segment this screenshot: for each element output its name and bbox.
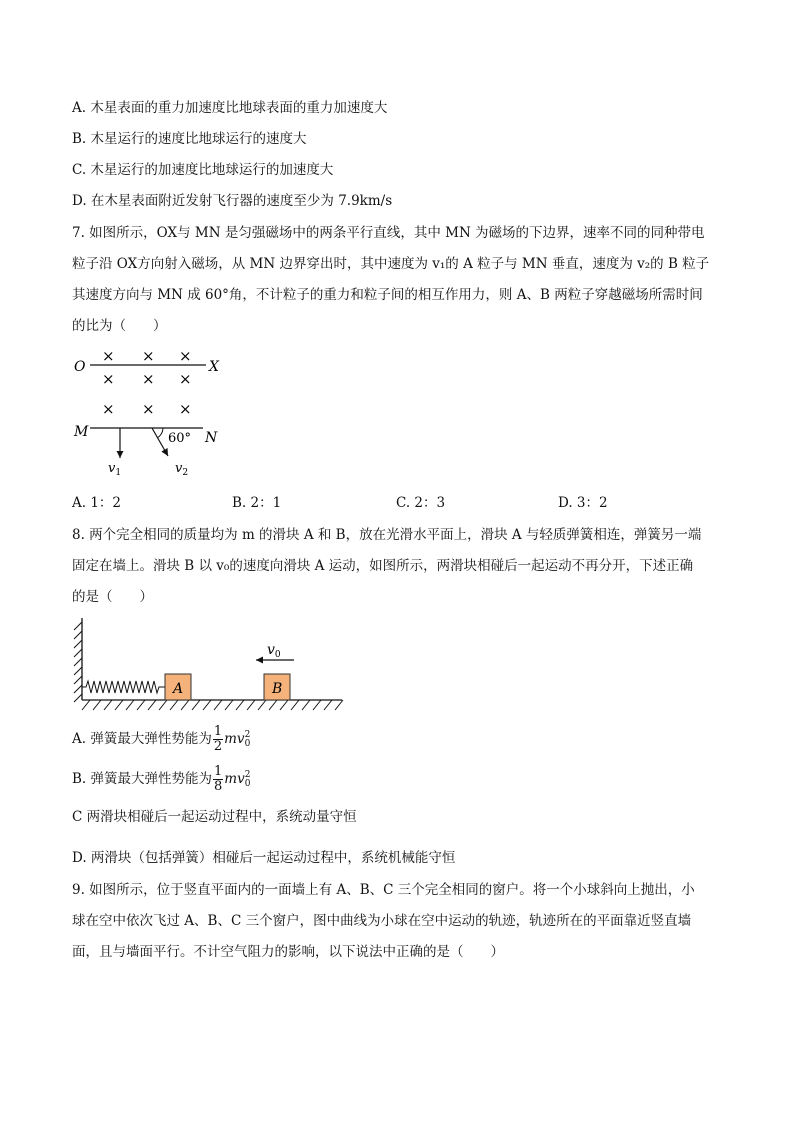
- field-cross: ×: [179, 370, 192, 388]
- block-a-label: A: [173, 681, 184, 697]
- field-cross: ×: [142, 347, 155, 365]
- fraction-half: $\frac{1}{2}$: [213, 724, 223, 754]
- wall-hatching: [74, 622, 82, 702]
- q8-option-a: [72, 724, 250, 754]
- q7-option-c: C. 2：3: [396, 495, 446, 511]
- floor-hatching: [82, 700, 343, 710]
- q7-option-a: A. 1：2: [72, 495, 122, 511]
- q7-stem-line-2: 粒子沿 OX方向射入磁场，从 MN 边界穿出时，其中速度为 v₁的 A 粒子与 MN 垂直，速度为 v₂的 B 粒子: [72, 256, 710, 272]
- q8-option-b: [72, 764, 250, 794]
- q8-stem-line-1: 8. 两个完全相同的质量均为 m 的滑块 A 和 B，放在光滑水平面上，滑块 A 与轻质弹簧相连，弹簧另一端: [72, 527, 702, 543]
- q9-stem-line-3: 面，且与墙面平行。不计空气阻力的影响，以下说法中正确的是（ ）: [72, 944, 504, 960]
- q9-stem-line-1: 9. 如图所示，位于竖直平面内的一面墙上有 A、B、C 三个完全相同的窗户。将一个小球斜向上抛出，小: [72, 882, 695, 898]
- label-o: O: [74, 359, 86, 375]
- field-cross: ×: [179, 347, 192, 365]
- q8-option-a-text: A. 弹簧最大弹性势能为: [72, 731, 212, 747]
- angle-arc: [157, 428, 163, 438]
- field-cross: ×: [102, 347, 115, 365]
- q8-stem-line-2: 固定在墙上。滑块 B 以 v₀的速度向滑块 A 运动，如图所示，两滑块相碰后一起运动不再分开，下述正确: [72, 558, 694, 574]
- q8-option-d: D. 两滑块（包括弹簧）相碰后一起运动过程中，系统机械能守恒: [72, 850, 456, 866]
- field-crosses: [102, 347, 192, 418]
- q7-option-b: B. 2：1: [232, 495, 282, 511]
- q9-stem-line-2: 球在空中依次飞过 A、B、C 三个窗户，图中曲线为小球在空中运动的轨迹，轨迹所在的平面靠近竖直墙: [72, 913, 692, 929]
- v1-label: $v_1$: [108, 461, 122, 478]
- fraction-eighth: $\frac{1}{8}$: [214, 764, 223, 794]
- block-b-label: B: [272, 681, 283, 697]
- label-x: X: [209, 359, 219, 375]
- v2-arrow: [152, 428, 168, 456]
- q6-option-b: B. 木星运行的速度比地球运行的速度大: [72, 131, 307, 147]
- q8-option-c: C 两滑块相碰后一起运动过程中，系统动量守恒: [72, 809, 357, 825]
- mv-squared: mv 2 0: [224, 769, 251, 789]
- q8-stem-line-3: 的是（ ）: [72, 589, 153, 605]
- q7-magnetic-field-figure: [68, 342, 238, 482]
- field-cross: ×: [102, 370, 115, 388]
- q7-options: [72, 493, 722, 513]
- field-cross: ×: [142, 400, 155, 418]
- q7-option-d: D. 3：2: [558, 495, 608, 511]
- q7-stem-line-3: 其速度方向与 MN 成 60°角，不计粒子的重力和粒子间的相互作用力，则 A、B 两粒子穿越磁场所需时间: [72, 287, 703, 303]
- field-cross: ×: [102, 400, 115, 418]
- angle-label: 60°: [168, 431, 192, 446]
- field-cross: ×: [142, 370, 155, 388]
- v2-label: $v_2$: [175, 461, 189, 478]
- spring: [82, 681, 165, 693]
- q7-stem-line-1: 7. 如图所示，OX与 MN 是匀强磁场中的两条平行直线，其中 MN 为磁场的下边界，速率不同的同种带电: [72, 225, 705, 241]
- q7-stem-line-4: 的比为（ ）: [72, 318, 167, 334]
- q8-spring-block-figure: [70, 614, 350, 716]
- v0-label: $v_0$: [267, 642, 281, 660]
- mv-squared: mv 2 0: [224, 729, 251, 749]
- field-cross: ×: [179, 400, 192, 418]
- q6-option-a: A. 木星表面的重力加速度比地球表面的重力加速度大: [72, 100, 388, 116]
- q6-option-c: C. 木星运行的加速度比地球运行的加速度大: [72, 162, 334, 178]
- label-m: M: [74, 424, 89, 440]
- q8-option-b-text: B. 弹簧最大弹性势能为: [72, 771, 213, 787]
- q6-option-d: D. 在木星表面附近发射飞行器的速度至少为 7.9km/s: [72, 193, 393, 209]
- label-n: N: [205, 430, 218, 446]
